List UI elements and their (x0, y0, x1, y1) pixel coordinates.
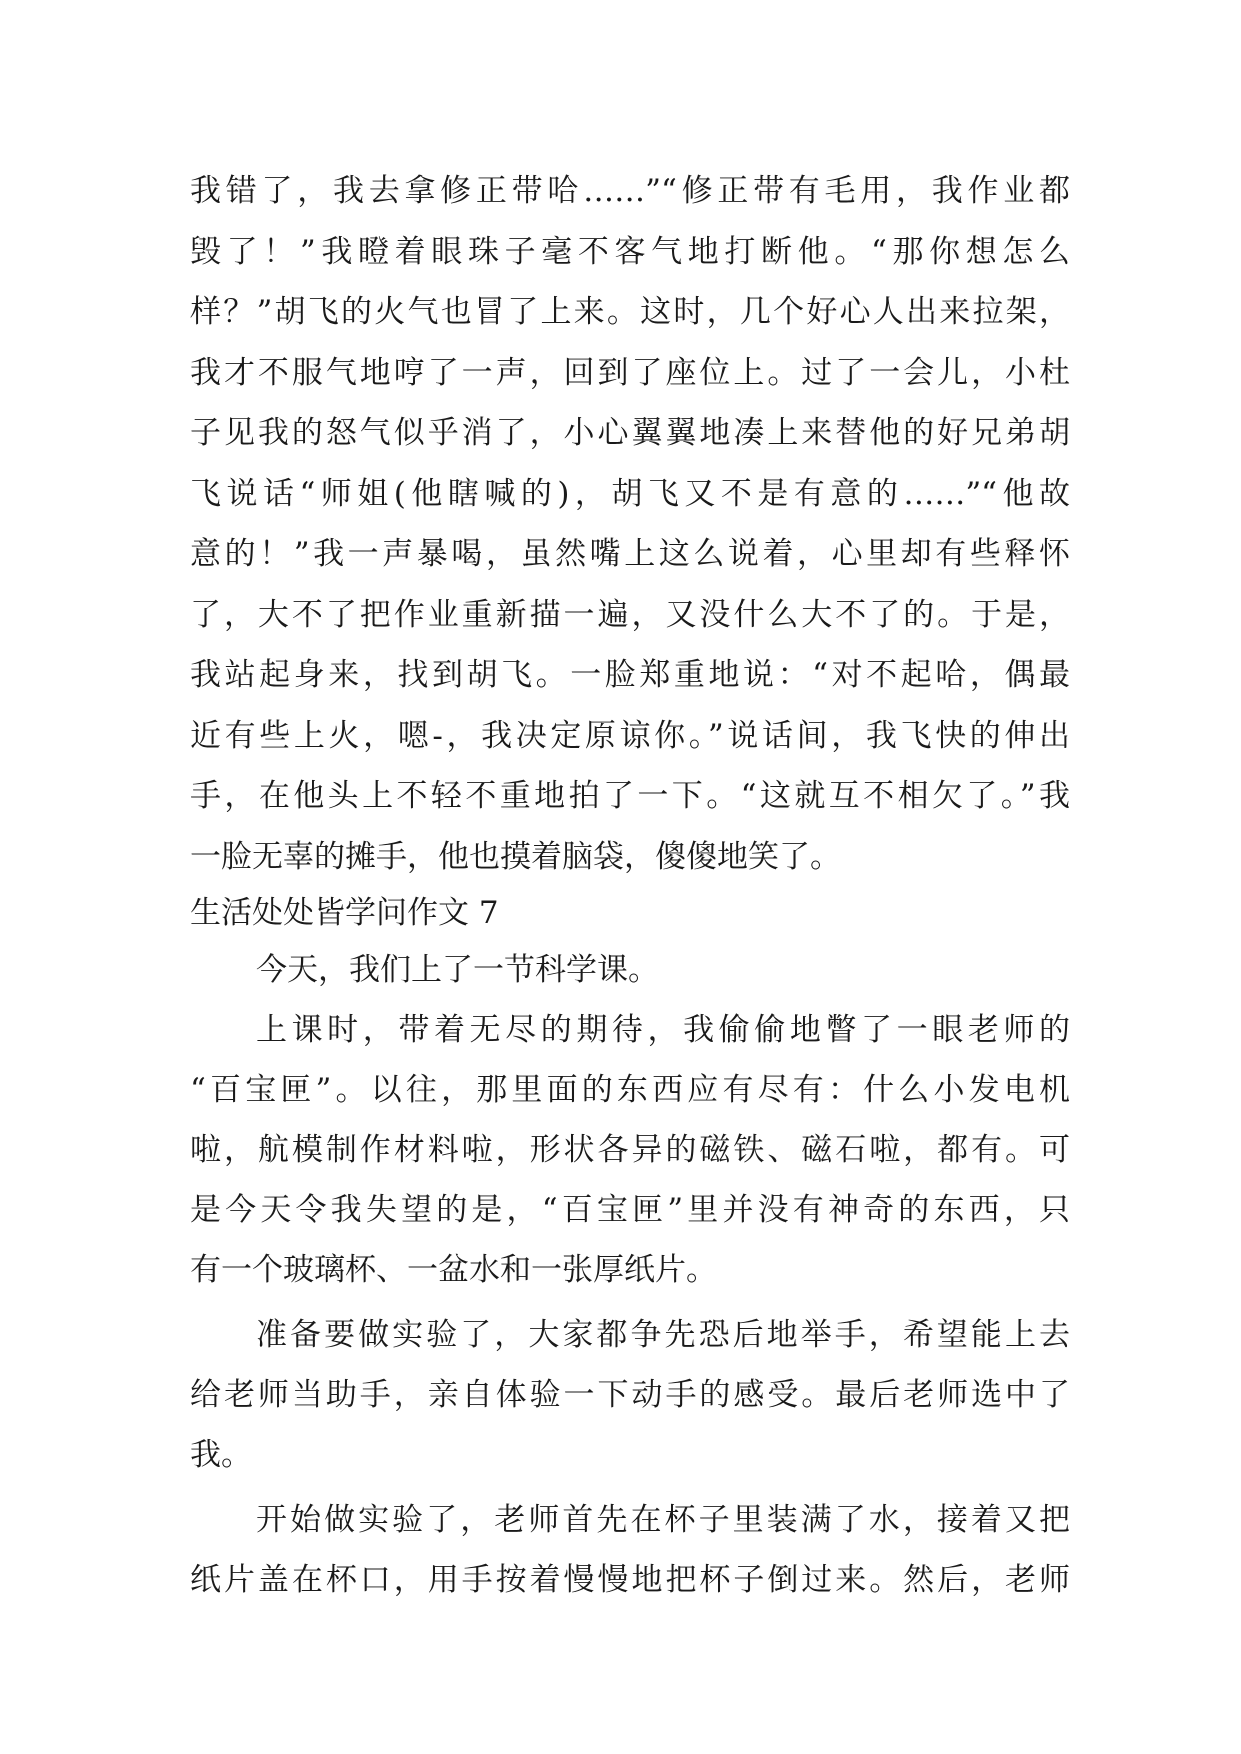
text-line: 意的！”我一声暴喝，虽然嘴上这么说着，心里却有些释怀 (190, 536, 1070, 572)
text-line: 样？”胡飞的火气也冒了上来。这时，几个好心人出来拉架， (190, 294, 1070, 330)
paragraph-start: 今天，我们上了一节科学课。 (256, 952, 659, 988)
text-line: 我错了，我去拿修正带哈……”“修正带有毛用，我作业都 (190, 173, 1070, 209)
text-line: 啦，航模制作材料啦，形状各异的磁铁、磁石啦，都有。可 (190, 1132, 1070, 1168)
text-line: 近有些上火，嗯-，我决定原谅你。”说话间，我飞快的伸出 (190, 718, 1070, 754)
section-heading: 生活处处皆学问作文 7 (190, 895, 499, 931)
text-line: 我。 (190, 1437, 252, 1473)
text-line: 我才不服气地哼了一声，回到了座位上。过了一会儿，小杜 (190, 355, 1070, 391)
text-line: 有一个玻璃杯、一盆水和一张厚纸片。 (190, 1252, 717, 1288)
text-line: 我站起身来，找到胡飞。一脸郑重地说：“对不起哈，偶最 (190, 657, 1070, 693)
paragraph-start: 准备要做实验了，大家都争先恐后地举手，希望能上去 (256, 1317, 1070, 1353)
text-line: 一脸无辜的摊手，他也摸着脑袋，傻傻地笑了。 (190, 839, 841, 875)
text-line: 了，大不了把作业重新描一遍，又没什么大不了的。于是， (190, 597, 1070, 633)
text-line: 纸片盖在杯口，用手按着慢慢地把杯子倒过来。然后，老师 (190, 1562, 1070, 1598)
text-line: 是今天令我失望的是，“百宝匣”里并没有神奇的东西，只 (190, 1192, 1070, 1228)
paragraph-start: 上课时，带着无尽的期待，我偷偷地瞥了一眼老师的 (256, 1012, 1070, 1048)
text-line: 手，在他头上不轻不重地拍了一下。“这就互不相欠了。”我 (190, 778, 1070, 814)
text-line: 子见我的怒气似乎消了，小心翼翼地凑上来替他的好兄弟胡 (190, 415, 1070, 451)
text-line: 给老师当助手，亲自体验一下动手的感受。最后老师选中了 (190, 1377, 1070, 1413)
text-line: 毁了！”我瞪着眼珠子毫不客气地打断他。“那你想怎么 (190, 234, 1070, 270)
paragraph-start: 开始做实验了，老师首先在杯子里装满了水，接着又把 (256, 1502, 1070, 1538)
text-line: “百宝匣”。以往，那里面的东西应有尽有：什么小发电机 (190, 1072, 1070, 1108)
text-line: 飞说话“师姐(他瞎喊的)，胡飞又不是有意的……”“他故 (190, 476, 1070, 512)
